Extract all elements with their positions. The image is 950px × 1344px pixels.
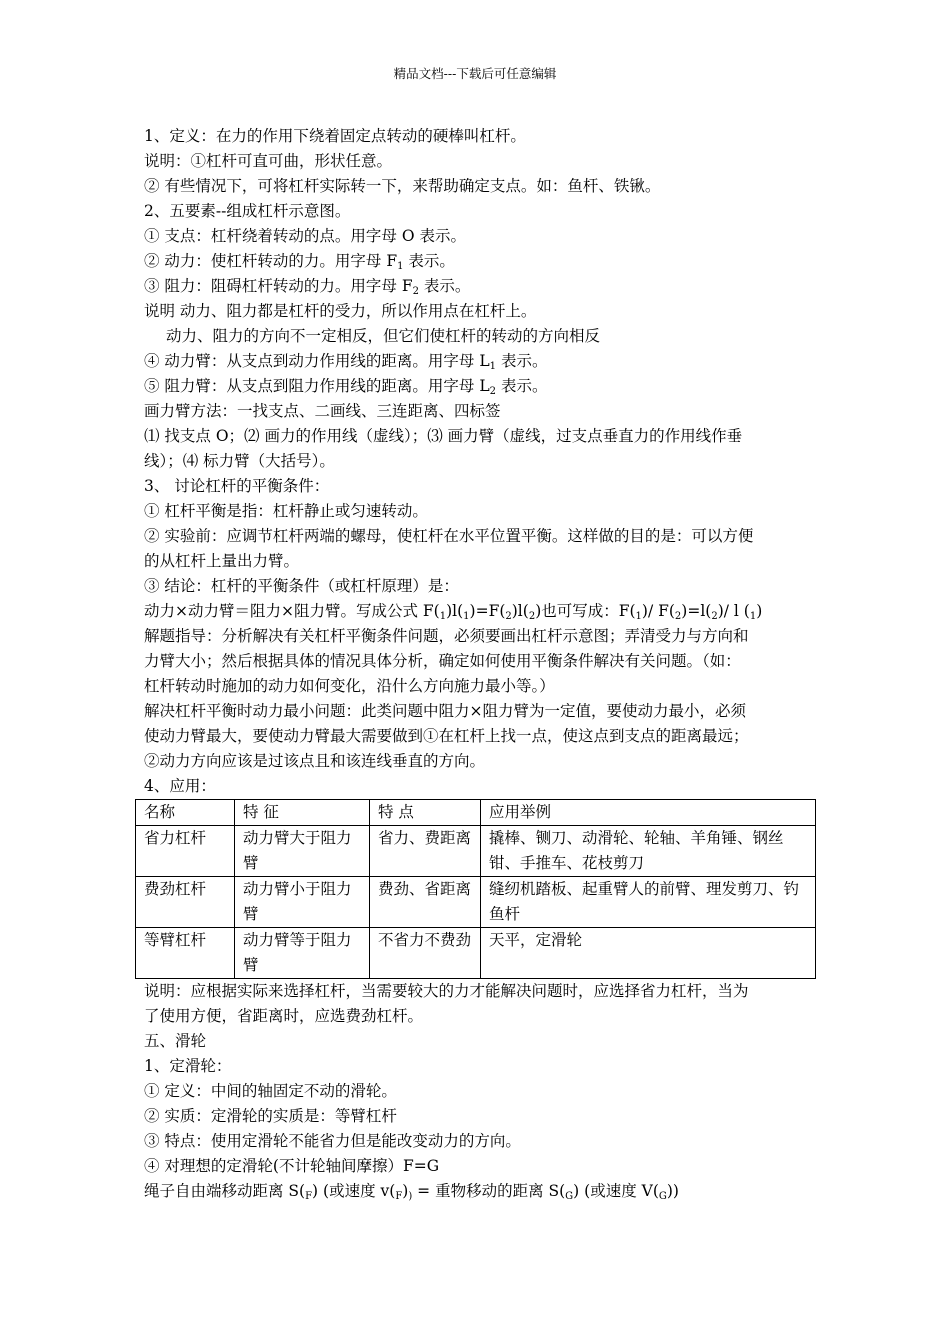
text-line: 说明 动力、阻力都是杠杆的受力，所以作用点在杠杆上。 [144,302,537,320]
text-line: 杠杆转动时施加的动力如何变化，沿什么方向施力最小等。） [144,677,555,695]
table-row [136,877,816,928]
text-line: 解题指导：分析解决有关杠杆平衡条件问题，必须要画出杠杆示意图；弄清受力与方向和 [144,627,749,645]
table-cell: 等臂杠杆 [136,928,235,979]
text-line: 2、五要素--组成杠杆示意图。 [144,202,351,220]
table-header-cell: 特 点 [370,800,481,826]
text-line: 了使用方便，省距离时，应选费劲杠杆。 [144,1007,424,1025]
text-line: 的从杠杆上量出力臂。 [144,552,300,570]
text-line: ②动力方向应该是过该点且和该连线垂直的方向。 [144,752,486,770]
table-row [136,928,816,979]
table-header-cell: 应用举例 [481,800,816,826]
text-line: 画力臂方法：一找支点、二画线、三连距离、四标签 [144,402,501,420]
text-line: ③ 结论：杠杆的平衡条件（或杠杆原理）是： [144,577,459,595]
table-cell: 动力臂大于阻力臂 [235,826,370,877]
text-line-arm-l2: ⑤ 阻力臂：从支点到阻力作用线的距离。用字母 $L_2$ 表示。 [144,377,548,397]
table-cell: 撬棒、铡刀、动滑轮、轮轴、羊角锤、钢丝钳、手推车、花枝剪刀 [481,826,816,877]
text-line: 使动力臂最大，要使动力臂最大需要做到①在杠杆上找一点，使这点到支点的距离最远； [144,727,749,745]
pulley-formula: 绳子自由端移动距离 $S(_F)$ (或速度 $v(_F)_)$ = 重物移动的距离 $S(_G)$ (或速度 $V(_G)$) [144,1182,679,1202]
text-line-arm-l1: ④ 动力臂：从支点到动力作用线的距离。用字母 $L_1$ 表示。 [144,352,548,372]
text-line: 说明：①杠杆可直可曲，形状任意。 [144,152,393,170]
table-cell: 费劲、省距离 [370,877,481,928]
text-line: 4、应用： [144,777,216,795]
text-line: 力臂大小；然后根据具体的情况具体分析，确定如何使用平衡条件解决有关问题。（如： [144,652,741,670]
table-header-cell: 名称 [136,800,235,826]
balance-formula: 动力×动力臂＝阻力×阻力臂。写成公式 $F(_1)l(_1)=F(_2)l(_2)$也可写成：$F(_1)/$ $F(_2)=l(_2)/$ l $(_1)$ [144,602,763,622]
document-body [144,124,814,1204]
text-line: 说明：应根据实际来选择杠杆，当需要较大的力才能解决问题时，应选择省力杠杆，当为 [144,982,749,1000]
table-header-cell: 特 征 [235,800,370,826]
page-header: 精品文档---下载后可任意编辑 [393,66,557,81]
text-line: ② 实质：定滑轮的实质是：等臂杠杆 [144,1107,397,1125]
text-line: 1、定义：在力的作用下绕着固定点转动的硬棒叫杠杆。 [144,127,526,145]
text-line: ② 实验前：应调节杠杆两端的螺母，使杠杆在水平位置平衡。这样做的目的是：可以方便 [144,527,754,545]
table-cell: 不省力不费劲 [370,928,481,979]
text-line: ⑴ 找支点 O；⑵ 画力的作用线（虚线）；⑶ 画力臂（虚线，过支点垂直力的作用线作垂 [144,427,743,445]
text-line: 线）；⑷ 标力臂（大括号）。 [144,452,335,470]
table-cell: 缝纫机踏板、起重臂人的前臂、理发剪刀、钓鱼杆 [481,877,816,928]
text-line: ④ 对理想的定滑轮(不计轮轴间摩擦）F=G [144,1157,440,1175]
table-header-row [136,800,816,826]
text-line-force-f2: ③ 阻力：阻碍杠杆转动的力。用字母 $F_2$ 表示。 [144,277,471,297]
table-cell: 动力臂等于阻力臂 [235,928,370,979]
table-cell: 动力臂小于阻力臂 [235,877,370,928]
text-line: 动力、阻力的方向不一定相反，但它们使杠杆的转动的方向相反 [166,327,601,345]
table-cell: 省力、费距离 [370,826,481,877]
text-line: 3、 讨论杠杆的平衡条件： [144,477,330,495]
text-line: ① 支点：杠杆绕着转动的点。用字母 O 表示。 [144,227,466,245]
text-line-force-f1: ② 动力：使杠杆转动的力。用字母 $F_1$ 表示。 [144,252,455,272]
text-line: ② 有些情况下，可将杠杆实际转一下，来帮助确定支点。如：鱼杆、铁锹。 [144,177,661,195]
table-cell: 天平，定滑轮 [481,928,816,979]
table-cell: 费劲杠杆 [136,877,235,928]
text-line: 1、定滑轮： [144,1057,232,1075]
text-line: 五、滑轮 [144,1032,207,1050]
lever-table [135,799,816,979]
text-line: ① 定义：中间的轴固定不动的滑轮。 [144,1082,397,1100]
text-line: 解决杠杆平衡时动力最小问题：此类问题中阻力×阻力臂为一定值，要使动力最小，必须 [144,702,746,720]
table-cell: 省力杠杆 [136,826,235,877]
table-row [136,826,816,877]
text-line: ③ 特点：使用定滑轮不能省力但是能改变动力的方向。 [144,1132,521,1150]
text-line: ① 杠杆平衡是指：杠杆静止或匀速转动。 [144,502,428,520]
